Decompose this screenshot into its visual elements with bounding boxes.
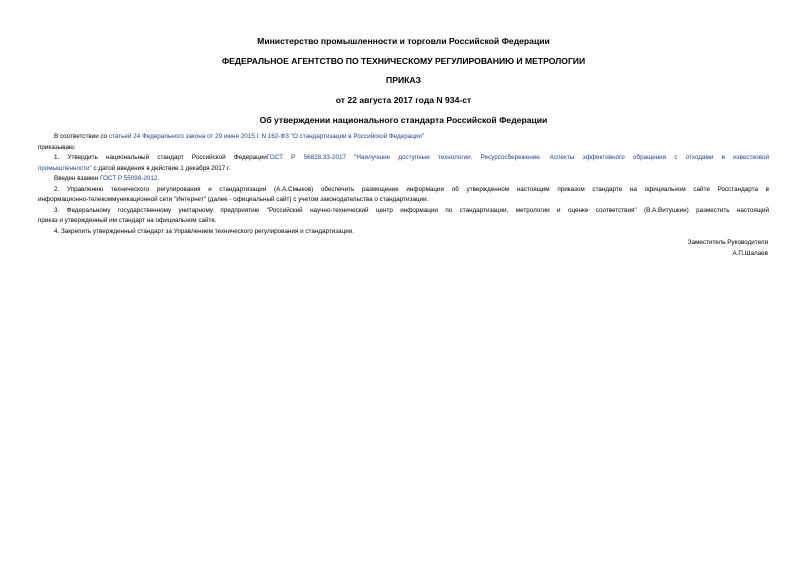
order-word: приказываю:	[38, 143, 76, 151]
item-1-line-1	[38, 153, 769, 164]
item-1-suffix: с датой введения в действие 1 декабря 2017 г.	[91, 164, 231, 172]
standard-link-continued[interactable]: промышленности"	[38, 164, 92, 172]
standard-link[interactable]: ГОСТ Р 56828.33-2017 "Наилучшие доступные технологии. Ресурсосбережение. Аспекты эффективного обращения с отходами в известковой	[266, 154, 769, 161]
signature-position: Заместитель Руководителя	[687, 239, 768, 246]
federal-law-link[interactable]: статьей 24 Федерального закона от 29 июня 2015 г. N 162-ФЗ "О стандартизации в Российской Федерации"	[108, 133, 425, 140]
item-2-line-1: 2. Управлению технического регулирования и стандартизации (А.А.Смыков) обеспечить размещение информации об утвержденном настоящим приказом стандарте на официальном сайте Росстандарта в	[54, 185, 769, 193]
agency-heading: ФЕДЕРАЛЬНОЕ АГЕНТСТВО ПО ТЕХНИЧЕСКОМУ РЕГУЛИРОВАНИЮ И МЕТРОЛОГИИ	[221, 56, 586, 66]
preamble-prefix: В соответствии со	[54, 133, 109, 140]
ministry-heading: Министерство промышленности и торговли Российской Федерации	[257, 36, 550, 46]
item-2-line-2: информационно-телекоммуникационной сети "Интернет" (далее - официальный сайт) с учетом законодательства о стандартизации.	[38, 196, 429, 203]
item-3-line-1: 3. Федеральному государственному унитарному предприятию "Российский научно-технический центр информации по стандартизации, метрологии и оценке соответствия" (В.А.Витушкин) разместить настоящий	[54, 206, 769, 214]
document-title: Об утверждении национального стандарта Российской Федерации	[259, 115, 548, 125]
date-number-heading: от 22 августа 2017 года N 934-ст	[335, 95, 472, 105]
document-body	[38, 132, 769, 237]
signature-name: А.П.Шалаев	[732, 250, 768, 257]
replaced-prefix: Введен взамен	[54, 175, 100, 182]
item-1-prefix: 1. Утвердить национальный стандарт Российской Федерации	[54, 154, 267, 161]
item-1-line-2	[38, 164, 769, 175]
item-4: 4. Закрепить утвержденный стандарт за Управлением технического регулирования и стандартизации.	[54, 227, 355, 235]
item-3-line-2: приказ и утвержденный им стандарт на официальном сайте.	[38, 217, 217, 224]
replaced-standard-link[interactable]: ГОСТ Р 55098-2012	[99, 175, 158, 182]
preamble-line	[38, 132, 769, 143]
replaced-standard-line	[38, 174, 769, 185]
replaced-suffix: .	[157, 175, 160, 182]
document-type-heading: ПРИКАЗ	[386, 75, 421, 85]
